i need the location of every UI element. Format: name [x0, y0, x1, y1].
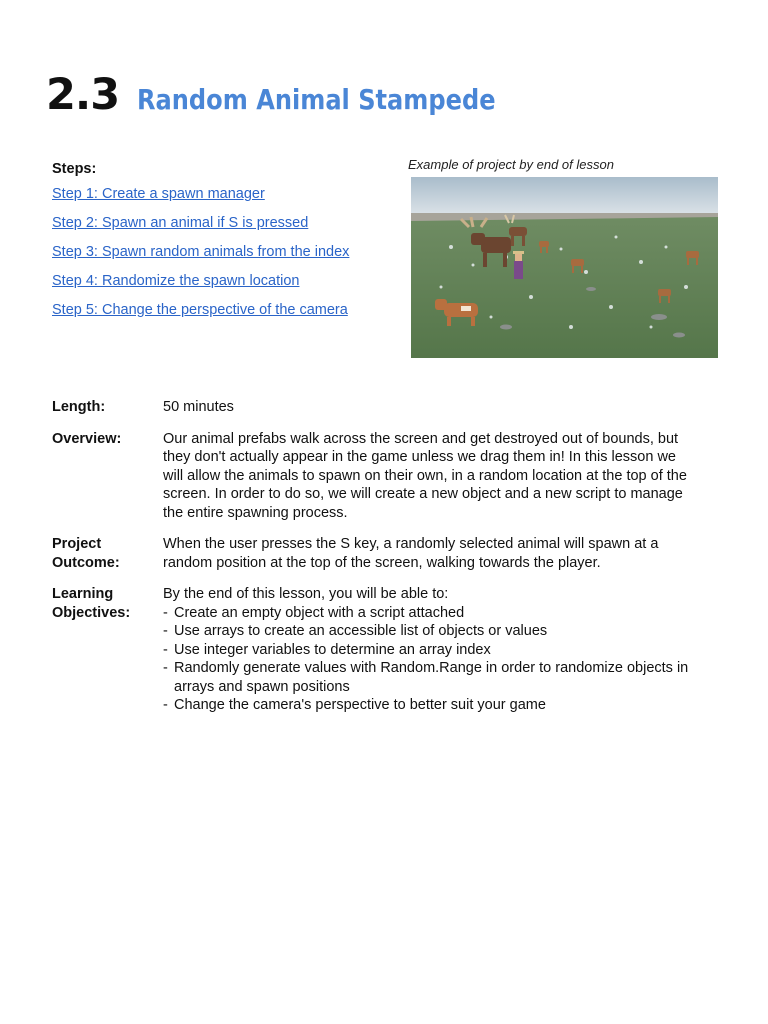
- step-2-link[interactable]: Step 2: Spawn an animal if S is pressed: [52, 215, 309, 231]
- steps-heading: Steps:: [52, 161, 97, 177]
- lesson-header: [46, 70, 554, 120]
- example-screenshot: [411, 177, 718, 358]
- length-row: [52, 398, 692, 417]
- step-5-link[interactable]: Step 5: Change the perspective of the camera: [52, 302, 348, 318]
- objective-item: - Change the camera's perspective to better suit your game: [163, 696, 692, 715]
- overview-value: Our animal prefabs walk across the screen and get destroyed out of bounds, but they don't actually appear in the game unless we drag them in! In this lesson we will allow the animals to spawn on their own, in a random location at the top of the screen. In order to do so, we will create a new object and a new script to manage the entire spawning process.: [163, 430, 687, 521]
- lesson-number: 2.3: [46, 70, 120, 120]
- objective-item: - Randomly generate values with Random.Range in order to randomize objects in arrays and spawn positions: [163, 659, 692, 696]
- outcome-label: [52, 535, 163, 572]
- example-caption: Example of project by end of lesson: [408, 157, 614, 172]
- length-value: 50 minutes: [163, 399, 234, 415]
- outcome-row: [52, 535, 692, 572]
- overview-label: Overview:: [52, 430, 122, 447]
- objectives-label-line-1: Learning: [52, 586, 114, 602]
- outcome-label-line-1: Project: [52, 536, 102, 552]
- objectives-label-line-2: Objectives:: [52, 604, 131, 621]
- objectives-list: [163, 604, 692, 715]
- lesson-details: [52, 398, 692, 728]
- lesson-title: Random Animal Stampede: [137, 83, 496, 116]
- step-4-link[interactable]: Step 4: Randomize the spawn location: [52, 273, 300, 289]
- step-1-link[interactable]: Step 1: Create a spawn manager: [52, 186, 265, 202]
- objective-item: - Create an empty object with a script attached: [163, 604, 692, 623]
- overview-row: [52, 430, 692, 523]
- objectives-intro: By the end of this lesson, you will be able to:: [163, 586, 449, 602]
- step-3-link[interactable]: Step 3: Spawn random animals from the index: [52, 244, 350, 260]
- length-label: Length:: [52, 399, 106, 415]
- objectives-row: [52, 585, 692, 715]
- outcome-value: When the user presses the S key, a randomly selected animal will spawn at a random position at the top of the screen, walking towards the player.: [163, 536, 659, 571]
- objective-item: - Use integer variables to determine an array index: [163, 641, 692, 660]
- ground: [411, 217, 718, 358]
- objective-item: - Use arrays to create an accessible list of objects or values: [163, 622, 692, 641]
- outcome-label-line-2: Outcome:: [52, 554, 120, 571]
- objectives-label: [52, 585, 163, 715]
- steps-list: [52, 161, 349, 331]
- objectives-value: [163, 585, 692, 715]
